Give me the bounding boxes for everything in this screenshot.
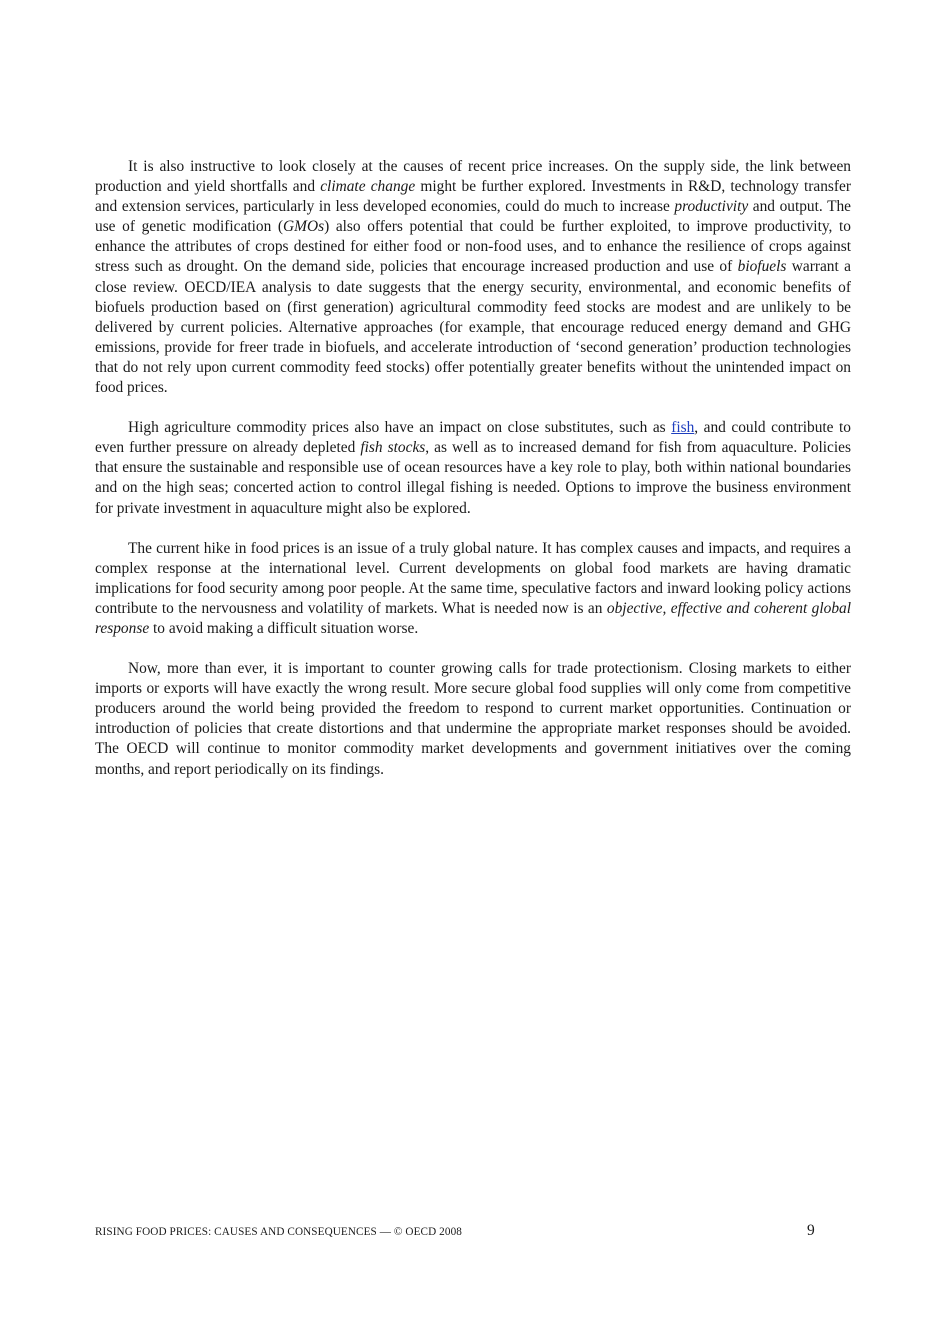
emphasis-climate-change: climate change [320,178,416,196]
emphasis-biofuels: biofuels [737,258,787,276]
text-run: The current hike in food prices is an issue of a truly global nature. It has complex causes and impacts, and requires a complex response at the international level. Current developments on global food markets are having dramatic implications for food security among poor people. At the same time, speculative factors and inward looking policy actions contribute to the nervousness and volatility of markets. What is needed now is an [95,539,851,617]
footer-running-title: RISING FOOD PRICES: CAUSES AND CONSEQUENCES — © OECD 2008 [95,1226,462,1238]
document-body [95,157,851,800]
fish-link[interactable]: fish [671,419,695,437]
text-run: might be further explored. Investments in R&D, technology transfer and extension services, particularly in less developed economies, could do much to increase [95,178,851,216]
emphasis-gmos: GMOs [283,218,325,236]
text-run: ) also offers potential that could be further exploited, to improve productivity, to enhance the attributes of crops destined for either food or non-food uses, and to enhance the resilience of crops against stress such as drought. On the demand side, policies that encourage increased production and use of [95,218,851,276]
paragraph-supply-demand-causes [95,157,851,398]
paragraph-trade-protectionism [95,659,851,780]
text-run: It is also instructive to look closely at the causes of recent price increases. On the supply side, the link between production and yield shortfalls and [95,158,851,196]
emphasis-productivity: productivity [674,198,749,216]
text-run: Now, more than ever, it is important to counter growing calls for trade protectionism. Closing markets to either imports or exports will have exactly the wrong result. More secure global food supplies will only come from competitive producers around the world being provided the freedom to respond to current market opportunities. Continuation or introduction of policies that create distortions and that undermine the appropriate market responses should be avoided. The OECD will continue to monitor commodity market developments and government initiatives over the coming months, and report periodically on its findings. [95,660,851,778]
text-run: warrant a close review. OECD/IEA analysis to date suggests that the energy security, environmental, and economic benefits of biofuels production based on (first generation) agricultural commodity feed stocks are modest and are unlikely to be delivered by current policies. Alternative approaches (for example, that encourage reduced energy demand and GHG emissions, provide for freer trade in biofuels, and accelerate introduction of ‘second generation’ production technologies that do not rely upon current commodity feed stocks) offer potentially greater benefits without the unintended impact on food prices. [95,258,851,397]
text-run: to avoid making a difficult situation worse. [149,619,419,637]
text-run: and output. The use of genetic modification ( [95,198,851,236]
text-run: , as well as to increased demand for fish from aquaculture. Policies that ensure the sustainable and responsible use of ocean resources have a key role to play, both within national boundaries and on the high seas; concerted action to control illegal fishing is needed. Options to improve the business environment for private investment in aquaculture might also be explored. [95,439,851,517]
paragraph-global-response [95,539,851,639]
emphasis-fish-stocks: fish stocks [360,439,426,457]
emphasis-global-response: objective, effective and coherent global response [95,599,851,637]
text-run: , and could contribute to even further pressure on already depleted [95,419,851,457]
text-run: High agriculture commodity prices also have an impact on close substitutes, such as [128,419,672,437]
paragraph-fish-substitutes [95,418,851,518]
page-number: 9 [807,1222,815,1239]
